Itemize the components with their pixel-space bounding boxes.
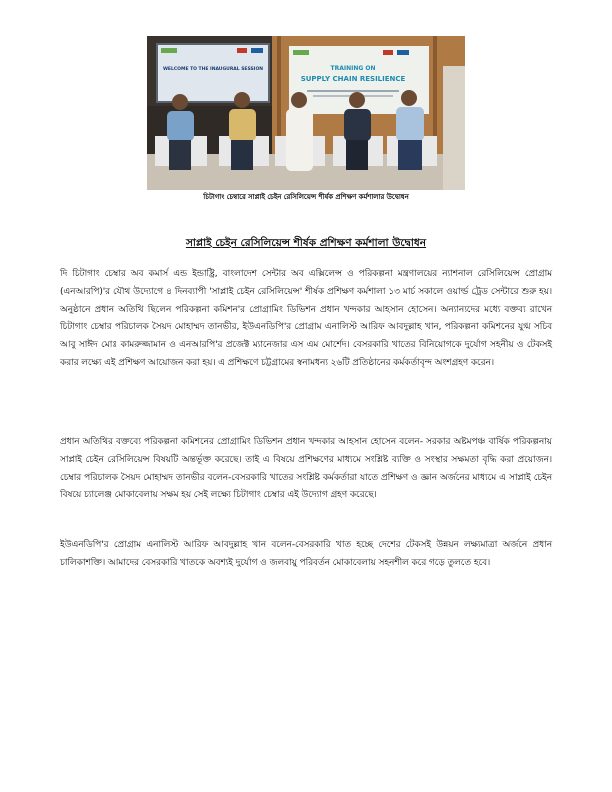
article-paragraph-3: ইউএনডিপি'র প্রোগ্রাম এনালিস্ট আরিফ আবদুল্লাহ খান বলেন-বেসরকারি খাত হচ্ছে দেশের টেকসই উন্নয়ন লক্ষ্যমাত্রা অর্জনে প্রধান চালিকাশক্তি। আমাদের বেসরকারি খাতকে অবশ্যই দুর্যোগ ও জলবায়ু পরিবর্তন মোকাবেলায় সহনশীল করে গড়ে তুলতে হবে। [60, 540, 552, 568]
event-photo-illustration [147, 36, 465, 190]
screen-welcome-text: WELCOME TO THE INAUGURAL SESSION [162, 67, 264, 72]
event-photo [147, 36, 465, 190]
article-headline [0, 231, 612, 253]
banner-title-line2: SUPPLY CHAIN RESILIENCE [300, 75, 406, 83]
article-paragraph-1: দি চিটাগাং চেম্বার অব কমার্স এন্ড ইন্ডাষ্ট্রি, বাংলাদেশ সেন্টার অব এক্সিলেন্স ও পরিকল্পনা মন্ত্রণালয়ের ন্যাশনাল রেসিলিয়েন্স প্রোগ্রাম (এনআরপি)'র যৌথ উদ্যোগে ৪ দিনব্যাপী 'সাপ্লাই চেইন রেসিলিয়েন্স' শীর্ষক প্রশিক্ষণ কর্মশালা ১৩ মার্চ সকালে ওয়ার্ল্ড ট্রেড সেন্টারে শুরু হয়। অনুষ্ঠানে প্রধান অতিথি ছিলেন পরিকল্পনা কমিশন'র প্রোগ্রামিং ডিভিশন প্রধান খন্দকার আহসান হোসেন। অন্যান্যদের মধ্যে বক্তব্য রাখেন চিটাগাং চেম্বার পরিচালক সৈয়দ মোহাম্মদ তানভীর, ইউএনডিপি'র প্রোগ্রাম এনালিস্ট আরিফ আবদুল্লাহ খান, পরিকল্পনা কমিশনের যুগ্ম সচিব আবু সাঈদ মোঃ কামরুজ্জামান ও এনআরপি'র প্রজেক্ট ম্যানেজার এস এম মোর্শেদ। বেসরকারি খাতের বিনিয়োগকে দুর্যোগ সহনীয় ও টেকসই করার লক্ষ্যে এই প্রশিক্ষণ আয়োজন করা হয়। এ প্রশিক্ষণে চট্টগ্রামের স্বনামধন্য ২৬টি প্রতিষ্ঠানের কর্মকর্তাবৃন্দ অংশগ্রহণ করেন। [60, 269, 552, 368]
headline-text: সাপ্লাই চেইন রেসিলিয়েন্স শীর্ষক প্রশিক্ষণ কর্মশালা উদ্বোধন [185, 237, 427, 249]
banner-title-line1: TRAINING ON [330, 65, 376, 72]
photo-caption: চিটাগাং চেম্বারে সাপ্লাই চেইন রেসিলিয়েন্স শীর্ষক প্রশিক্ষণ কর্মশালার উদ্বোধন [203, 193, 409, 201]
article-paragraph-2: প্রধান অতিথির বক্তব্যে পরিকল্পনা কমিশনের প্রোগ্রামিং ডিভিশন প্রধান খন্দকার আহসান হোসেন বলেন- সরকার অষ্টমপঞ্চ বার্ষিক পরিকল্পনায় সাপ্লাই চেইন রেসিলিয়েন্স বিষয়টি অন্তর্ভূক্ত করেছে। তাই এ বিষয়ে প্রশিক্ষণের মাধ্যমে সংশ্লিষ্ট ব্যক্তি ও সংস্থার সক্ষমতা বৃদ্ধি করা প্রয়োজন। চেম্বার পরিচালক সৈয়দ মোহাম্মদ তানভীর বলেন-বেসরকারি খাতের সংশ্লিষ্ট কর্মকর্তারা যাতে প্রশিক্ষণ ও জ্ঞান অর্জনের মাধ্যমে এ সাপ্লাই চেইন বিষয়ে চ্যালেঞ্জ মোকাবেলায় সক্ষম হয় সেই লক্ষ্যে চিটাগাং চেম্বার এই উদ্যোগ গ্রহণ করেছে। [60, 437, 552, 501]
